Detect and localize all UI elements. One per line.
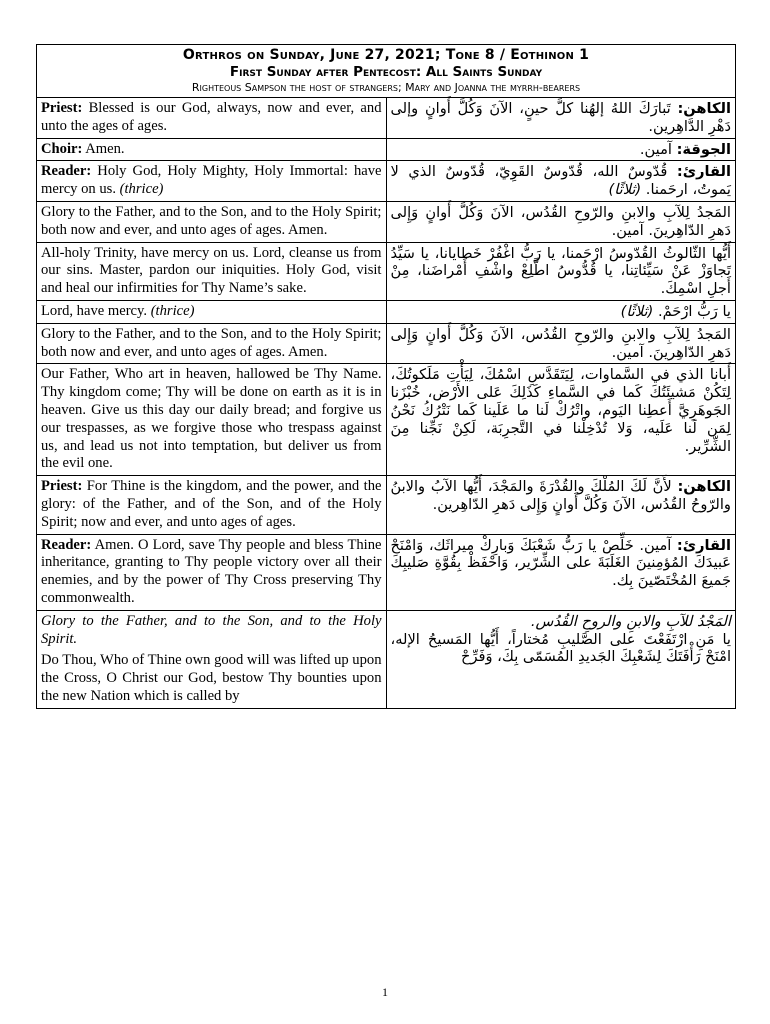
arabic-text: يا مَنِ ارْتَفَعْتَ على الصَّليبِ مُختاراً، أَيُّها المَسيحُ الإله، امْنَحْ رَأْفَتَكَ لِشَعْبِكَ الجَديدِ المُسَمّى بِكَ، وَفَرِّحْ bbox=[390, 630, 731, 666]
english-text: Amen. bbox=[82, 140, 125, 157]
english-cell bbox=[37, 98, 387, 139]
arabic-text: أَيُّها الثّالوثُ القُدّوسُ ارْحَمنا، يا رَبُّ اغْفُرْ خَطايانا، يا سَيِّدُ تَجاوَزْ عَنْ سَيِّئاتِنا، يا قُدُّوسُ اطَّلِعْ واشْفِ أَمْراضَنا، مِنْ أَجلِ اسْمِكَ. bbox=[390, 244, 731, 298]
english-cell bbox=[37, 364, 387, 476]
header-row bbox=[37, 45, 736, 98]
english-text: Blessed is our God, always, now and ever, and unto the ages of ages. bbox=[41, 100, 382, 134]
table-row bbox=[37, 138, 736, 161]
page-title: Orthros on Sunday, June 27, 2021; Tone 8 / Eothinon 1 bbox=[182, 47, 590, 63]
english-text: Do Thou, Who of Thine own good will was lifted up upon the Cross, O Christ our God, bestow Thy bounties upon the new Nation which is called by bbox=[41, 652, 382, 704]
arabic-text: لأَنَّ لَكَ المُلْكَ والقُدْرَةَ والمَجْدَ، أَيُّها الآبُ والابنُ والرّوحُ القُدُس، الآنَ وَكُلَّ أَوانٍ وَإِلى دَهرِ الدّاهِرين. bbox=[390, 478, 731, 513]
arabic-text: تَبارَكَ اللهُ إلهُنا كلَّ حينٍ، الآنَ وَكُلَّ أَوانٍ وإلى دَهْرِ الدَّاهِرين. bbox=[390, 100, 731, 135]
table-row bbox=[37, 534, 736, 610]
arabic-cell bbox=[386, 201, 736, 242]
arabic-cell bbox=[386, 242, 736, 300]
arabic-text: المَجدُ لِلآبِ والابنِ والرّوحِ القُدُس، الآنَ وَكُلَّ أَوانٍ وَإِلى دَهرِ الدّاهِرينَ. آمين. bbox=[390, 203, 731, 239]
speaker-label: القارئ: bbox=[676, 536, 731, 554]
table-row bbox=[37, 201, 736, 242]
service-page bbox=[36, 44, 736, 709]
speaker-label: Reader: bbox=[41, 536, 92, 553]
table-row bbox=[37, 364, 736, 476]
table-row bbox=[37, 98, 736, 139]
service-table bbox=[36, 44, 736, 709]
english-text: All-holy Trinity, have mercy on us. Lord, cleanse us from our sins. Master, pardon our iniquities. Holy God, visit and heal our infirmities for Thy Name’s sake. bbox=[41, 244, 382, 297]
rubric-note: (ثلاثًا) bbox=[620, 302, 654, 320]
arabic-text: أَبانا الذي في السَّماوات، لِيَتَقَدَّسِ اسْمُكَ، لِيَأْتِ مَلَكوتُكَ، لِتَكُنْ مَشيئَتُكَ كَما في السَّماءِ كَذَلِكَ عَلى الأَرْض، خُبْزَنا الجَوهَرِيَّ أَعطِنا اليَوم، واتْرُكْ لَنا ما عَلَينا كَما نَتْرُكُ نَحْنُ لِمَن لَنا عَلَيه، وَلا تُدْخِلْنا في التَّجرِبَة، لَكِنْ نَجِّنا مِنَ الشِّرِّير. bbox=[390, 366, 731, 455]
table-row bbox=[37, 300, 736, 323]
english-text: Glory to the Father, and to the Son, and to the Holy Spirit; both now and ever, and unto ages of ages. Amen. bbox=[41, 203, 382, 238]
arabic-cell bbox=[386, 534, 736, 610]
arabic-text: آمين. خَلِّصْ يا رَبُّ شَعْبَكَ وَبارِكْ ميراثَك، وَامْنَحْ عَبيدَكَ المُؤمِنينَ الغَلَبَةَ على الشِّرّير، وَاحْفَظْ بِقُوَّةِ صَليبِكَ جَميعَ المُخْتَصّينَ بِك. bbox=[390, 536, 731, 590]
arabic-text: يا رَبُّ ارْحَمْ. bbox=[653, 302, 731, 320]
english-text: Lord, have mercy. bbox=[41, 302, 151, 319]
speaker-label: Choir: bbox=[41, 140, 83, 157]
arabic-text: آمين. bbox=[639, 140, 677, 158]
rubric-note: (thrice) bbox=[119, 181, 164, 198]
english-cell bbox=[37, 534, 387, 610]
english-cell bbox=[37, 610, 387, 708]
arabic-text: المَجدُ لِلآبِ والابنِ والرّوحِ القُدُس، الآنَ وَكُلَّ أَوانٍ وَإِلى دَهرِ الدّاهِرينَ. آمين. bbox=[390, 325, 731, 361]
table-row bbox=[37, 242, 736, 300]
arabic-cell bbox=[386, 610, 736, 708]
speaker-label: الجوقة: bbox=[676, 140, 731, 158]
english-cell bbox=[37, 201, 387, 242]
arabic-cell bbox=[386, 364, 736, 476]
table-row bbox=[37, 610, 736, 708]
glory-rubric: Glory to the Father, and to the Son, and to the Holy Spirit. bbox=[41, 612, 382, 647]
table-row bbox=[37, 323, 736, 364]
arabic-cell bbox=[386, 476, 736, 534]
english-cell bbox=[37, 138, 387, 161]
feast-subtitle: First Sunday after Pentecost: All Saints Sunday bbox=[229, 64, 543, 80]
speaker-label: الكاهن: bbox=[677, 478, 731, 496]
english-cell bbox=[37, 161, 387, 202]
arabic-cell bbox=[386, 323, 736, 364]
english-cell bbox=[37, 476, 387, 534]
arabic-cell bbox=[386, 98, 736, 139]
commemoration-line: Righteous Sampson the host of strangers; Mary and Joanna the myrrh-bearers bbox=[191, 81, 581, 94]
english-text: Amen. O Lord, save Thy people and bless Thine inheritance, granting to Thy people victory over all their enemies, and by the power of Thy Cross preserving Thy commonwealth. bbox=[41, 536, 382, 606]
speaker-label: الكاهن: bbox=[677, 100, 731, 117]
speaker-label: القارئ: bbox=[676, 163, 731, 181]
arabic-cell bbox=[386, 161, 736, 202]
header-cell bbox=[37, 45, 736, 98]
speaker-label: Reader: bbox=[41, 163, 92, 180]
english-cell bbox=[37, 300, 387, 323]
arabic-cell bbox=[386, 300, 736, 323]
arabic-cell bbox=[386, 138, 736, 161]
english-text: Glory to the Father, and to the Son, and to the Holy Spirit; both now and ever, and unto ages of ages. Amen. bbox=[41, 325, 382, 360]
glory-rubric: المَجْدُ للآبِ والابنِ والروحِ القُدُس. bbox=[530, 612, 731, 630]
english-cell bbox=[37, 323, 387, 364]
english-text: For Thine is the kingdom, and the power, and the glory: of the Father, and of the Son, and of the Holy Spirit; now and ever, and unto ages of ages. bbox=[41, 478, 382, 530]
english-text: Our Father, Who art in heaven, hallowed be Thy Name. Thy kingdom come; Thy will be done on earth as it is in heaven. Give us this day our daily bread; and forgive us our trespasses, as we forgive those who trespass against us, and lead us not into temptation, but deliver us from the evil one. bbox=[41, 366, 382, 472]
page-number: 1 bbox=[382, 985, 388, 999]
table-row bbox=[37, 161, 736, 202]
rubric-note: (thrice) bbox=[150, 302, 195, 319]
speaker-label: Priest: bbox=[41, 100, 83, 116]
english-cell bbox=[37, 242, 387, 300]
english-text: Holy God, Holy Mighty, Holy Immortal: have mercy on us. bbox=[41, 163, 382, 198]
arabic-text: قُدّوسٌ الله، قُدّوسٌ القَوِيّ، قُدّوسٌ الذي لا يَموتُ، ارحَمنا. bbox=[390, 163, 731, 199]
speaker-label: Priest: bbox=[41, 478, 83, 495]
rubric-note: (ثلاثًا) bbox=[608, 181, 642, 199]
table-row bbox=[37, 476, 736, 534]
